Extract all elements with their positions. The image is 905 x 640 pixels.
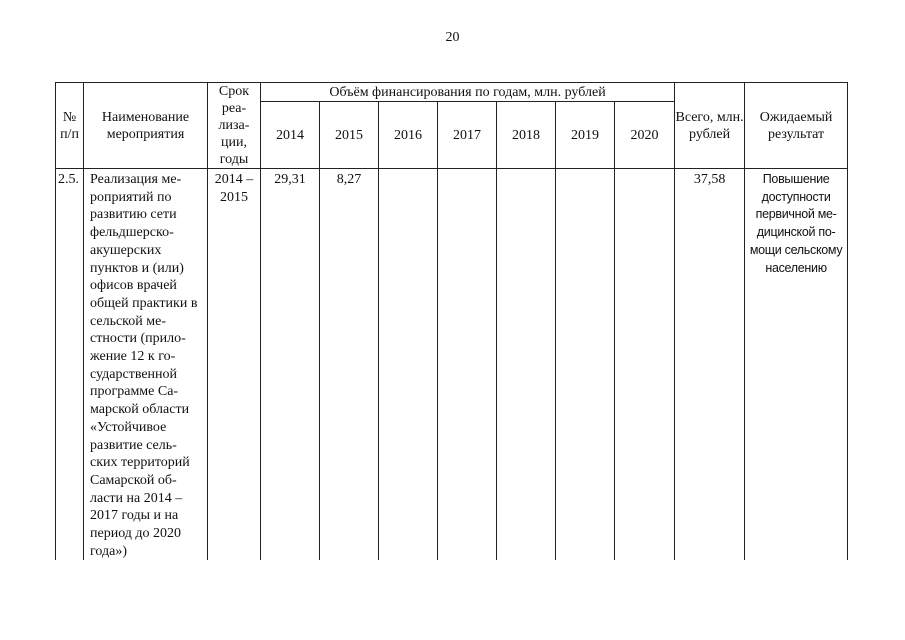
page-number: 20: [445, 30, 460, 45]
row-number: 2.5.: [56, 169, 84, 561]
header-total: Всего, млн. рублей: [675, 83, 745, 169]
header-year: 2018: [497, 102, 556, 169]
header-funding-group: Объём финансирования по годам, млн. рублей: [261, 83, 675, 102]
row-value-2015: 8,27: [320, 169, 379, 561]
header-name: Наименование мероприятия: [84, 83, 208, 169]
header-year: 2017: [438, 102, 497, 169]
funding-table: [55, 82, 848, 560]
header-year: 2016: [379, 102, 438, 169]
row-name: Реализация ме-роприятий по развитию сети фельдшерско-акушерских пунктов и (или) офисов врачей общей практики в сельской ме-стности (прило-жение 12 к го-сударственной программе Са-марской области «Устойчивое развитие сель-ских территорий Самарской об-ласти на 2014 – 2017 годы и на период до 2020 года»): [84, 169, 208, 561]
row-total: 37,58: [675, 169, 745, 561]
header-number: № п/п: [56, 83, 84, 169]
row-value-2017: [438, 169, 497, 561]
header-year: 2019: [556, 102, 615, 169]
row-value-2018: [497, 169, 556, 561]
header-result: Ожидаемый результат: [745, 83, 848, 169]
header-year: 2020: [615, 102, 675, 169]
header-term: Срок реа-лиза-ции, годы: [208, 83, 261, 169]
table-row: [56, 169, 848, 561]
header-year: 2014: [261, 102, 320, 169]
row-result: Повышение доступности первичной ме-дицинской по-мощи сельскому населению: [745, 169, 848, 561]
row-value-2020: [615, 169, 675, 561]
row-value-2019: [556, 169, 615, 561]
header-year: 2015: [320, 102, 379, 169]
row-value-2016: [379, 169, 438, 561]
row-term: 2014 – 2015: [208, 169, 261, 561]
row-value-2014: 29,31: [261, 169, 320, 561]
